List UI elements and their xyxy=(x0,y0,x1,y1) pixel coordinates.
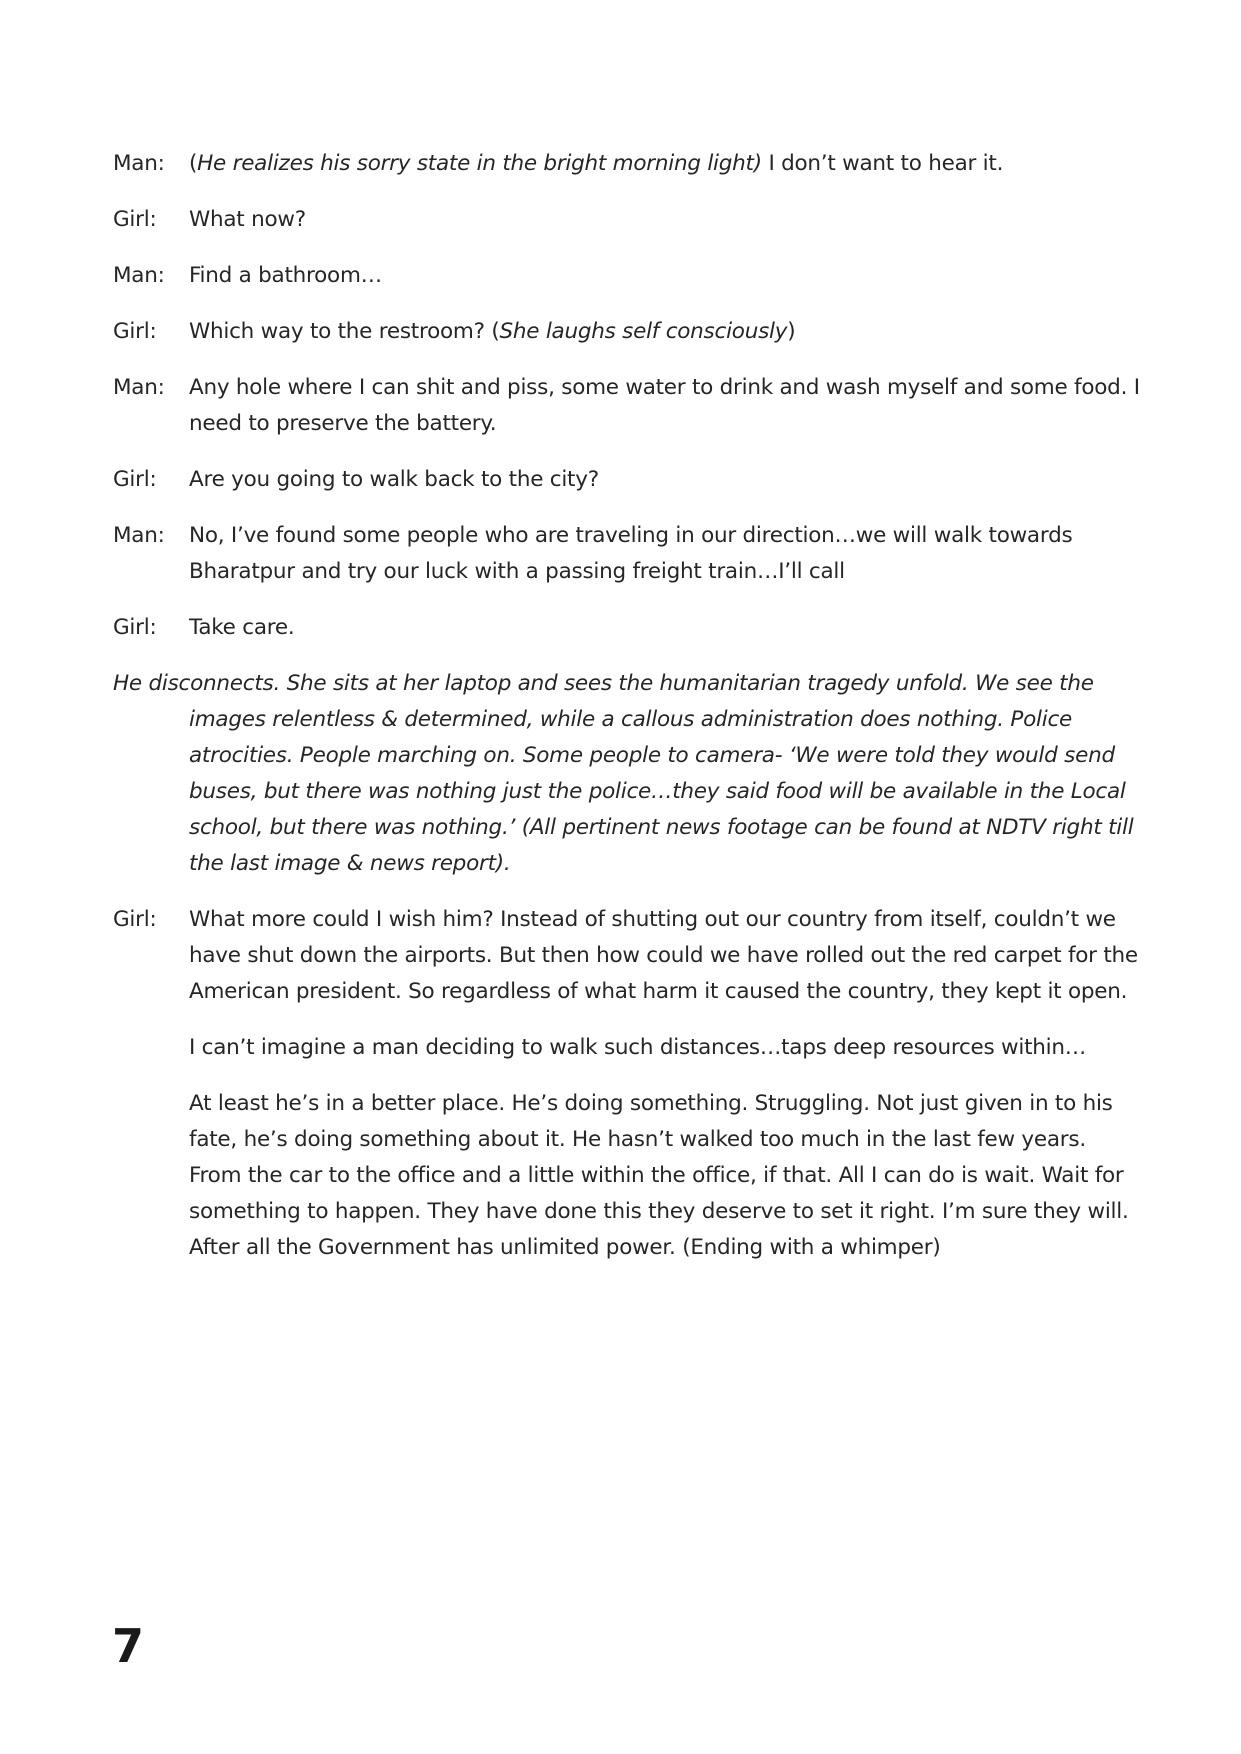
dialogue-continuation: I can’t imagine a man deciding to walk such distances…taps deep resources within… xyxy=(189,1035,1086,1060)
dialogue-text: What more could I wish him? Instead of shutting out our country from itself, couldn’t we have shut down the airports. But then how could we have rolled out the red carpet for the American president. So regardless of what harm it caused the country, they kept it open. xyxy=(189,907,1138,1004)
dialogue-line xyxy=(113,314,1143,350)
dialogue-text: Take care. xyxy=(189,615,295,640)
dialogue-line xyxy=(113,518,1143,590)
dialogue-text: Are you going to walk back to the city? xyxy=(189,467,599,492)
dialogue-text xyxy=(189,146,1143,182)
speech-text: I don’t want to hear it. xyxy=(761,151,1004,176)
dialogue-line xyxy=(113,146,1143,182)
speaker-label: Man: xyxy=(113,151,165,176)
paren-close: ) xyxy=(787,319,796,344)
paren-open: ( xyxy=(189,151,198,176)
page-number: 7 xyxy=(112,1619,145,1673)
speaker-label: Girl: xyxy=(113,207,157,232)
dialogue-line xyxy=(113,370,1143,442)
speaker-label: Girl: xyxy=(113,467,157,492)
dialogue-text xyxy=(189,314,1143,350)
speaker-label: Man: xyxy=(113,263,165,288)
dialogue-continuation: At least he’s in a better place. He’s doing something. Struggling. Not just given in to his fate, he’s doing something about it. He hasn’t walked too much in the last few years. From the car to the office and a little within the office, if that. All I can do is wait. Wait for something to happen. They have done this they deserve to set it right. I’m sure they will. After all the Government has unlimited power. (Ending with a whimper) xyxy=(189,1091,1129,1260)
dialogue-text: Any hole where I can shit and piss, some water to drink and wash myself and some food. I need to preserve the battery. xyxy=(189,375,1140,436)
speaker-label: Girl: xyxy=(113,907,157,932)
dialogue-text: No, I’ve found some people who are traveling in our direction…we will walk towards Bharatpur and try our luck with a passing freight train…I’ll call xyxy=(189,523,1073,584)
dialogue-line xyxy=(113,258,1143,294)
dialogue-text: Find a bathroom… xyxy=(189,263,382,288)
speaker-label: Man: xyxy=(113,375,165,400)
dialogue-line xyxy=(113,462,1143,498)
speaker-label: Girl: xyxy=(113,319,157,344)
dialogue-line xyxy=(113,202,1143,238)
dialogue-line xyxy=(113,610,1143,646)
dialogue-text: What now? xyxy=(189,207,306,232)
script-page xyxy=(113,146,1143,1286)
parenthetical-direction: She laughs self consciously xyxy=(499,319,788,344)
speaker-label: Girl: xyxy=(113,615,157,640)
dialogue-line xyxy=(113,902,1143,1010)
speaker-label: Man: xyxy=(113,523,165,548)
stage-direction: He disconnects. She sits at her laptop and sees the humanitarian tragedy unfold. We see the images relentless & determined, while a callous administration does nothing. Police atrocities. People marching on. Some people to camera- ‘We were told they would send buses, but there was nothing just the police…they said food will be available in the Local school, but there was nothing.’ (All pertinent news footage can be found at NDTV right till the last image & news report). xyxy=(113,671,1134,876)
parenthetical-direction: He realizes his sorry state in the bright morning light) xyxy=(197,151,762,176)
speech-text: Which way to the restroom? ( xyxy=(189,319,500,344)
